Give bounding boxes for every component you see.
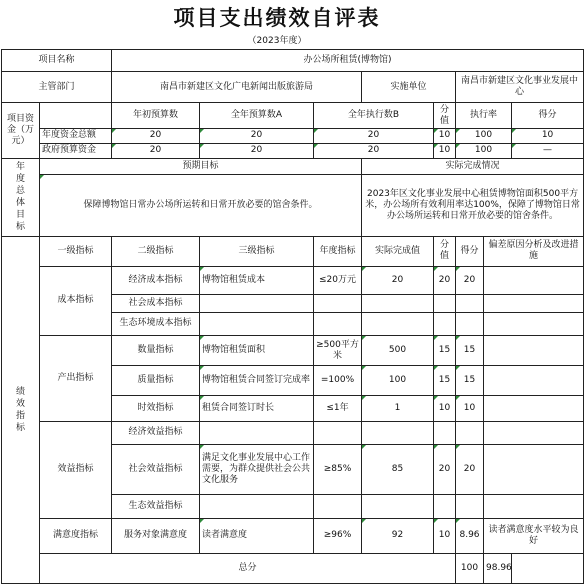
perf-l3 bbox=[200, 294, 314, 312]
perf-l3: 租赁合同签订时长 bbox=[200, 395, 314, 421]
perf-target: ≥500平方米 bbox=[314, 336, 362, 366]
page-title: 项目支出绩效自评表 bbox=[173, 5, 381, 30]
perf-l1-output: 产出指标 bbox=[40, 336, 112, 421]
perf-target: ≤20万元 bbox=[314, 266, 362, 294]
dept-label: 主管部门 bbox=[2, 72, 112, 103]
perf-h-l3: 三级指标 bbox=[200, 236, 314, 266]
impl-label: 实施单位 bbox=[362, 72, 456, 103]
perf-score bbox=[434, 312, 456, 335]
total-note bbox=[512, 553, 584, 583]
perf-score: 20 bbox=[434, 266, 456, 294]
perf-got bbox=[456, 294, 484, 312]
perf-l2: 生态环境成本指标 bbox=[112, 312, 200, 335]
funds-cell: 10 bbox=[434, 143, 456, 158]
perf-target bbox=[314, 495, 362, 518]
perf-score bbox=[434, 495, 456, 518]
perf-l3: 读者满意度 bbox=[200, 518, 314, 553]
project-row bbox=[2, 50, 584, 72]
perf-note bbox=[484, 266, 584, 294]
perf-l2: 质量指标 bbox=[112, 366, 200, 396]
perf-got bbox=[456, 312, 484, 335]
perf-target: ≥85% bbox=[314, 445, 362, 495]
perf-l3: 满足文化事业发展中心工作需要，为群众提供社会公共文化服务 bbox=[200, 445, 314, 495]
perf-got: 15 bbox=[456, 366, 484, 396]
funds-cell: 20 bbox=[200, 143, 314, 158]
funds-cell: — bbox=[512, 143, 584, 158]
perf-note bbox=[484, 395, 584, 421]
goals-expected-text: 保障博物馆日常办公场所运转和日常开放必要的馆舍条件。 bbox=[40, 175, 362, 237]
perf-actual: 500 bbox=[362, 336, 434, 366]
goals-label: 年度总体目标 bbox=[2, 158, 40, 236]
perf-row bbox=[2, 421, 584, 444]
perf-label: 绩效指标 bbox=[2, 236, 40, 583]
perf-score bbox=[434, 294, 456, 312]
year-caption: （2023年度） bbox=[247, 36, 307, 46]
perf-got: 15 bbox=[456, 336, 484, 366]
perf-row bbox=[2, 336, 584, 366]
funds-h-got: 得分 bbox=[512, 103, 584, 129]
perf-l2: 数量指标 bbox=[112, 336, 200, 366]
perf-l1-satisfaction: 满意度指标 bbox=[40, 518, 112, 553]
perf-h-l1: 一级指标 bbox=[40, 236, 112, 266]
dept-value: 南昌市新建区文化广电新闻出版旅游局 bbox=[112, 72, 362, 103]
perf-actual: 20 bbox=[362, 266, 434, 294]
funds-h-executed: 全年执行数B bbox=[314, 103, 434, 129]
goals-header-row bbox=[2, 158, 584, 174]
perf-row bbox=[2, 518, 584, 553]
perf-score: 10 bbox=[434, 518, 456, 553]
funds-cell: 20 bbox=[112, 143, 200, 158]
goals-actual-text: 2023年区文化事业发展中心租赁博物馆面积500平方米，办公场所有效利用率达100%，保障了博物馆日常办公场所运转和日常开放必要的馆舍条件。 bbox=[362, 175, 584, 237]
perf-score: 15 bbox=[434, 336, 456, 366]
perf-h-note: 偏差原因分析及改进措施 bbox=[484, 236, 584, 266]
funds-h-annual: 全年预算数A bbox=[200, 103, 314, 129]
perf-note bbox=[484, 421, 584, 444]
perf-note bbox=[484, 366, 584, 396]
funds-cell: 20 bbox=[200, 129, 314, 144]
perf-h-score: 分值 bbox=[434, 236, 456, 266]
perf-l1-cost: 成本指标 bbox=[40, 266, 112, 335]
perf-note bbox=[484, 312, 584, 335]
project-value: 办公场所租赁(博物馆) bbox=[112, 50, 584, 72]
funds-cell: 10 bbox=[434, 129, 456, 144]
perf-note bbox=[484, 336, 584, 366]
perf-got: 20 bbox=[456, 266, 484, 294]
total-score: 100 bbox=[456, 553, 484, 583]
dept-row bbox=[2, 72, 584, 103]
perf-actual bbox=[362, 495, 434, 518]
funds-cell: 20 bbox=[112, 129, 200, 144]
funds-row bbox=[2, 143, 584, 158]
perf-score: 10 bbox=[434, 395, 456, 421]
perf-l3 bbox=[200, 312, 314, 335]
perf-note bbox=[484, 445, 584, 495]
funds-cell: 10 bbox=[512, 129, 584, 144]
perf-l2: 经济成本指标 bbox=[112, 266, 200, 294]
perf-note bbox=[484, 294, 584, 312]
funds-cell: 20 bbox=[314, 129, 434, 144]
funds-cell: 100 bbox=[456, 143, 512, 158]
perf-h-actual: 实际完成值 bbox=[362, 236, 434, 266]
perf-actual bbox=[362, 421, 434, 444]
perf-l3 bbox=[200, 495, 314, 518]
perf-note: 读者满意度水平较为良好 bbox=[484, 518, 584, 553]
perf-actual bbox=[362, 312, 434, 335]
perf-got bbox=[456, 495, 484, 518]
total-label: 总分 bbox=[40, 553, 456, 583]
perf-note bbox=[484, 495, 584, 518]
goals-expected-header: 预期目标 bbox=[40, 158, 362, 174]
perf-row bbox=[2, 266, 584, 294]
total-row bbox=[2, 553, 584, 583]
perf-l1-benefit: 效益指标 bbox=[40, 421, 112, 518]
funds-blank bbox=[40, 103, 112, 129]
perf-l2: 经济效益指标 bbox=[112, 421, 200, 444]
perf-actual: 85 bbox=[362, 445, 434, 495]
perf-header-row bbox=[2, 236, 584, 266]
perf-target: =100% bbox=[314, 366, 362, 396]
perf-got: 10 bbox=[456, 395, 484, 421]
perf-score: 20 bbox=[434, 445, 456, 495]
funds-h-initial: 年初预算数 bbox=[112, 103, 200, 129]
perf-h-got: 得分 bbox=[456, 236, 484, 266]
perf-got bbox=[456, 421, 484, 444]
perf-l3 bbox=[200, 421, 314, 444]
funds-label: 项目资金（万元） bbox=[2, 103, 40, 159]
perf-target bbox=[314, 294, 362, 312]
perf-actual bbox=[362, 294, 434, 312]
funds-header-row bbox=[2, 103, 584, 129]
goals-actual-header: 实际完成情况 bbox=[362, 158, 584, 174]
funds-row bbox=[2, 129, 584, 144]
total-got: 98.96 bbox=[484, 553, 512, 583]
perf-l2: 时效指标 bbox=[112, 395, 200, 421]
perf-h-target: 年度指标 bbox=[314, 236, 362, 266]
perf-l2: 社会效益指标 bbox=[112, 445, 200, 495]
goals-row bbox=[2, 175, 584, 237]
perf-score bbox=[434, 421, 456, 444]
perf-got: 20 bbox=[456, 445, 484, 495]
perf-got: 8.96 bbox=[456, 518, 484, 553]
funds-row-name: 政府预算资金 bbox=[40, 143, 112, 158]
funds-h-rate: 执行率 bbox=[456, 103, 512, 129]
perf-h-l2: 二级指标 bbox=[112, 236, 200, 266]
funds-cell: 100 bbox=[456, 129, 512, 144]
perf-score: 15 bbox=[434, 366, 456, 396]
impl-value: 南昌市新建区文化事业发展中心 bbox=[456, 72, 584, 103]
perf-l2: 社会成本指标 bbox=[112, 294, 200, 312]
perf-l2: 生态效益指标 bbox=[112, 495, 200, 518]
perf-l3: 博物馆租赁成本 bbox=[200, 266, 314, 294]
perf-l2: 服务对象满意度 bbox=[112, 518, 200, 553]
evaluation-table bbox=[1, 49, 584, 584]
perf-target: ≤1年 bbox=[314, 395, 362, 421]
project-label: 项目名称 bbox=[2, 50, 112, 72]
funds-row-name: 年度资金总额 bbox=[40, 129, 112, 144]
perf-target bbox=[314, 312, 362, 335]
perf-l3: 博物馆租赁面积 bbox=[200, 336, 314, 366]
perf-target: ≥96% bbox=[314, 518, 362, 553]
perf-target bbox=[314, 421, 362, 444]
perf-l3: 博物馆租赁合同签订完成率 bbox=[200, 366, 314, 396]
perf-actual: 100 bbox=[362, 366, 434, 396]
perf-actual: 1 bbox=[362, 395, 434, 421]
funds-h-score: 分值 bbox=[434, 103, 456, 129]
funds-cell: 20 bbox=[314, 143, 434, 158]
perf-actual: 92 bbox=[362, 518, 434, 553]
